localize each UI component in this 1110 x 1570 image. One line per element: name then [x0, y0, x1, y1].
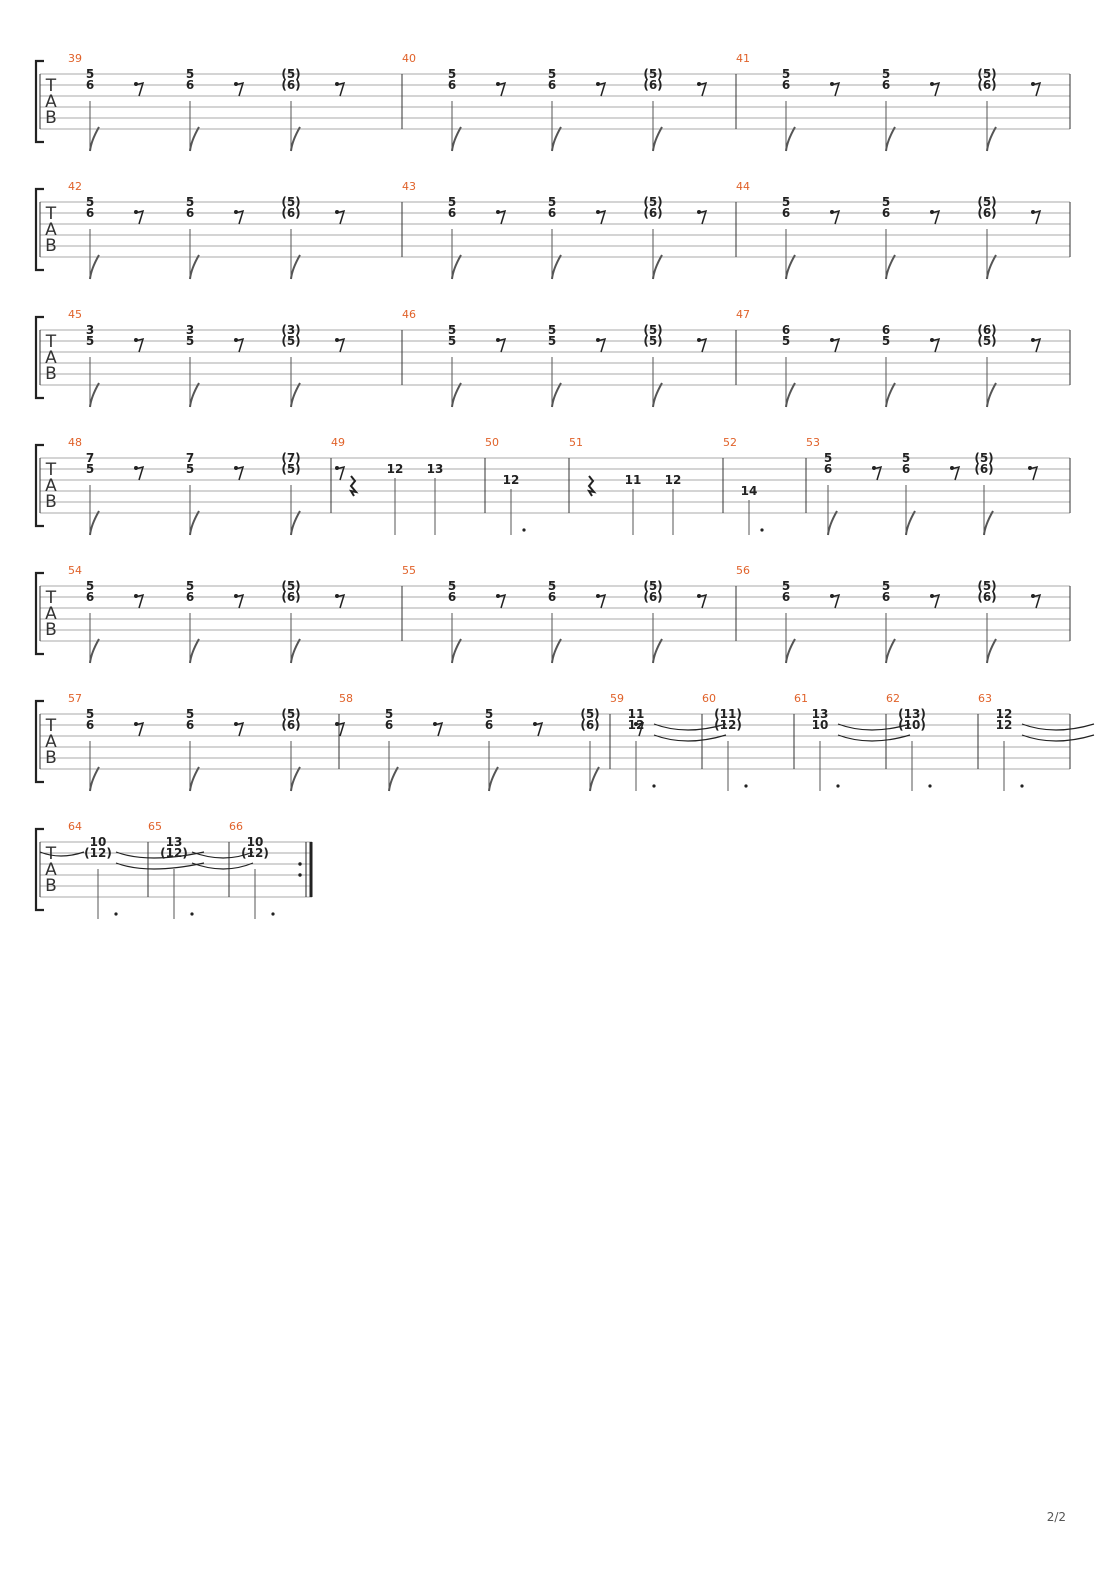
fret-number: 5: [85, 195, 95, 209]
tab-system: [36, 692, 1094, 791]
measure-65: [148, 820, 253, 919]
tab-label-b: B: [45, 876, 57, 896]
fret-number: (5): [977, 195, 997, 209]
eighth-flag: [291, 511, 300, 535]
fret-number: (5): [281, 334, 301, 348]
measure-number: 47: [736, 308, 750, 321]
eighth-flag: [90, 255, 99, 279]
tab-label-a: A: [45, 732, 57, 752]
fret-number: (5): [281, 462, 301, 476]
fret-number: 6: [85, 78, 95, 92]
fret-number: 6: [823, 462, 833, 476]
fret-number: (10): [898, 718, 926, 732]
measure-number: 53: [806, 436, 820, 449]
fret-number: 5: [781, 67, 791, 81]
eighth-flag: [786, 127, 795, 151]
eighth-flag: [590, 767, 599, 791]
fret-number: 12: [502, 473, 520, 487]
duration-dot: [114, 912, 117, 915]
duration-dot: [1020, 784, 1023, 787]
fret-number: 6: [901, 462, 911, 476]
eighth-flag: [886, 383, 895, 407]
tab-system: [36, 564, 1070, 663]
fret-number: (12): [160, 846, 188, 860]
fret-number: (13): [898, 707, 926, 721]
eighth-flag: [291, 639, 300, 663]
fret-number: (6): [977, 323, 997, 337]
measure-number: 60: [702, 692, 716, 705]
measure-number: 39: [68, 52, 82, 65]
eighth-flag: [987, 383, 996, 407]
measure-59: [610, 692, 726, 791]
fret-number: 13: [165, 835, 183, 849]
eighth-flag: [653, 383, 662, 407]
eighth-flag: [653, 639, 662, 663]
measure-55: [402, 564, 706, 663]
tab-label-b: B: [45, 364, 57, 384]
measure-41: [736, 52, 1040, 151]
fret-number: (6): [281, 78, 301, 92]
measure-62: [886, 692, 932, 791]
fret-number: 5: [547, 67, 557, 81]
fret-number: (5): [977, 579, 997, 593]
eighth-flag: [653, 255, 662, 279]
eighth-flag: [452, 639, 461, 663]
measure-number: 42: [68, 180, 82, 193]
fret-number: 7: [185, 451, 195, 465]
measure-number: 52: [723, 436, 737, 449]
fret-number: (5): [643, 334, 663, 348]
eighth-flag: [987, 639, 996, 663]
fret-number: 5: [881, 195, 891, 209]
eighth-flag: [291, 255, 300, 279]
tab-label-a: A: [45, 220, 57, 240]
fret-number: 5: [781, 195, 791, 209]
fret-number: (5): [281, 67, 301, 81]
measure-47: [736, 308, 1040, 407]
quarter-rest: [589, 476, 594, 496]
fret-number: (5): [643, 195, 663, 209]
measure-number: 55: [402, 564, 416, 577]
eighth-flag: [291, 127, 300, 151]
fret-number: (6): [977, 590, 997, 604]
fret-number: 5: [447, 195, 457, 209]
eighth-flag: [90, 511, 99, 535]
eighth-flag: [984, 511, 993, 535]
fret-number: 12: [386, 462, 404, 476]
fret-number: 13: [811, 707, 829, 721]
eighth-flag: [190, 127, 199, 151]
duration-dot: [744, 784, 747, 787]
fret-number: 6: [185, 590, 195, 604]
measure-61: [794, 692, 910, 791]
fret-number: 10: [246, 835, 264, 849]
eighth-flag: [987, 255, 996, 279]
measure-number: 58: [339, 692, 353, 705]
fret-number: (5): [643, 579, 663, 593]
measure-58: [339, 692, 643, 791]
fret-number: (5): [281, 579, 301, 593]
fret-number: 6: [85, 206, 95, 220]
tab-label-t: T: [45, 204, 57, 224]
eighth-flag: [786, 383, 795, 407]
fret-number: 12: [995, 718, 1013, 732]
fret-number: (6): [281, 590, 301, 604]
eighth-flag: [552, 127, 561, 151]
fret-number: (12): [241, 846, 269, 860]
fret-number: 5: [185, 579, 195, 593]
measure-number: 50: [485, 436, 499, 449]
measure-number: 44: [736, 180, 750, 193]
tab-label-a: A: [45, 860, 57, 880]
eighth-flag: [786, 255, 795, 279]
eighth-flag: [552, 639, 561, 663]
fret-number: 5: [185, 67, 195, 81]
measure-40: [402, 52, 706, 151]
fret-number: 5: [447, 323, 457, 337]
eighth-flag: [653, 127, 662, 151]
fret-number: 6: [881, 590, 891, 604]
fret-number: 11: [624, 473, 642, 487]
fret-number: (6): [977, 78, 997, 92]
fret-number: 11: [627, 707, 645, 721]
fret-number: 5: [447, 67, 457, 81]
fret-number: 6: [447, 206, 457, 220]
fret-number: (5): [974, 451, 994, 465]
duration-dot: [190, 912, 193, 915]
measure-46: [402, 308, 706, 407]
page-number: 2/2: [1046, 1510, 1066, 1524]
eighth-flag: [886, 639, 895, 663]
fret-number: 6: [185, 78, 195, 92]
fret-number: 12: [627, 718, 645, 732]
fret-number: 5: [85, 67, 95, 81]
eighth-flag: [906, 511, 915, 535]
fret-number: 12: [664, 473, 682, 487]
fret-number: (6): [974, 462, 994, 476]
tab-label-t: T: [45, 844, 57, 864]
fret-number: 5: [484, 707, 494, 721]
measure-number: 51: [569, 436, 583, 449]
fret-number: 5: [85, 462, 95, 476]
measure-60: [702, 692, 748, 791]
measure-number: 56: [736, 564, 750, 577]
fret-number: (5): [977, 334, 997, 348]
fret-number: (5): [977, 67, 997, 81]
measure-44: [736, 180, 1040, 279]
measure-number: 43: [402, 180, 416, 193]
repeat-dot: [298, 873, 301, 876]
fret-number: 5: [901, 451, 911, 465]
fret-number: (5): [281, 707, 301, 721]
duration-dot: [928, 784, 931, 787]
fret-number: 5: [881, 579, 891, 593]
fret-number: 5: [781, 334, 791, 348]
eighth-flag: [552, 383, 561, 407]
fret-number: 6: [881, 206, 891, 220]
measure-53: [806, 436, 1037, 535]
fret-number: 5: [547, 579, 557, 593]
eighth-flag: [90, 127, 99, 151]
fret-number: (6): [643, 590, 663, 604]
fret-number: 6: [484, 718, 494, 732]
fret-number: 5: [823, 451, 833, 465]
eighth-flag: [452, 383, 461, 407]
fret-number: 13: [426, 462, 444, 476]
eighth-flag: [190, 511, 199, 535]
tab-label-b: B: [45, 492, 57, 512]
measure-number: 62: [886, 692, 900, 705]
fret-number: (6): [281, 718, 301, 732]
eighth-flag: [90, 767, 99, 791]
eighth-flag: [786, 639, 795, 663]
fret-number: (5): [643, 67, 663, 81]
eighth-flag: [90, 383, 99, 407]
fret-number: 10: [811, 718, 829, 732]
eighth-flag: [190, 639, 199, 663]
measure-number: 41: [736, 52, 750, 65]
fret-number: 6: [547, 78, 557, 92]
measure-number: 45: [68, 308, 82, 321]
tab-system: [36, 820, 312, 919]
eighth-flag: [552, 255, 561, 279]
fret-number: (7): [281, 451, 301, 465]
tab-system: [36, 52, 1070, 151]
fret-number: (11): [714, 707, 742, 721]
fret-number: 5: [781, 579, 791, 593]
fret-number: 6: [881, 323, 891, 337]
fret-number: 10: [89, 835, 107, 849]
fret-number: 6: [781, 323, 791, 337]
tab-label-a: A: [45, 348, 57, 368]
measure-number: 63: [978, 692, 992, 705]
fret-number: (5): [281, 195, 301, 209]
fret-number: 5: [85, 707, 95, 721]
fret-number: 7: [85, 451, 95, 465]
tab-label-t: T: [45, 716, 57, 736]
measure-number: 57: [68, 692, 82, 705]
tab-label-t: T: [45, 332, 57, 352]
fret-number: 12: [995, 707, 1013, 721]
measure-63: [978, 692, 1094, 791]
fret-number: 3: [85, 323, 95, 337]
fret-number: (12): [714, 718, 742, 732]
fret-number: 6: [781, 206, 791, 220]
measure-number: 49: [331, 436, 345, 449]
measure-number: 59: [610, 692, 624, 705]
duration-dot: [652, 784, 655, 787]
fret-number: 5: [881, 67, 891, 81]
tab-system: [36, 436, 1070, 535]
tab-label-t: T: [45, 76, 57, 96]
measure-45: [68, 308, 344, 407]
repeat-dot: [298, 862, 301, 865]
fret-number: 6: [85, 718, 95, 732]
measure-57: [68, 692, 344, 791]
tab-label-t: T: [45, 588, 57, 608]
measure-49: [331, 436, 443, 535]
fret-number: 5: [85, 334, 95, 348]
measure-number: 48: [68, 436, 82, 449]
fret-number: (6): [643, 206, 663, 220]
fret-number: 5: [547, 323, 557, 337]
measure-number: 66: [229, 820, 243, 833]
fret-number: 5: [447, 579, 457, 593]
fret-number: (12): [84, 846, 112, 860]
fret-number: 5: [185, 334, 195, 348]
tab-label-b: B: [45, 108, 57, 128]
fret-number: (6): [643, 78, 663, 92]
duration-dot: [760, 528, 763, 531]
fret-number: 5: [185, 707, 195, 721]
tab-label-t: T: [45, 460, 57, 480]
tab-label-b: B: [45, 748, 57, 768]
fret-number: (5): [643, 323, 663, 337]
fret-number: (6): [580, 718, 600, 732]
fret-number: 5: [547, 195, 557, 209]
tab-label-b: B: [45, 236, 57, 256]
measure-number: 64: [68, 820, 82, 833]
tab-label-a: A: [45, 476, 57, 496]
eighth-flag: [90, 639, 99, 663]
measure-56: [736, 564, 1040, 663]
tab-system: [36, 180, 1070, 279]
fret-number: 5: [85, 579, 95, 593]
fret-number: 6: [547, 206, 557, 220]
fret-number: 5: [185, 195, 195, 209]
eighth-flag: [489, 767, 498, 791]
measure-48: [68, 436, 344, 535]
eighth-flag: [190, 255, 199, 279]
eighth-flag: [828, 511, 837, 535]
fret-number: (5): [580, 707, 600, 721]
fret-number: 6: [781, 590, 791, 604]
tab-label-b: B: [45, 620, 57, 640]
eighth-flag: [389, 767, 398, 791]
fret-number: 6: [185, 718, 195, 732]
tab-label-a: A: [45, 92, 57, 112]
duration-dot: [836, 784, 839, 787]
measure-52: [723, 436, 764, 535]
tab-label-a: A: [45, 604, 57, 624]
fret-number: 5: [185, 462, 195, 476]
fret-number: 5: [384, 707, 394, 721]
fret-number: 5: [547, 334, 557, 348]
measure-number: 61: [794, 692, 808, 705]
measure-number: 65: [148, 820, 162, 833]
quarter-rest: [351, 476, 356, 496]
fret-number: 6: [384, 718, 394, 732]
measure-39: [68, 52, 344, 151]
measure-66: [229, 820, 275, 919]
fret-number: (6): [977, 206, 997, 220]
eighth-flag: [452, 255, 461, 279]
duration-dot: [271, 912, 274, 915]
measure-number: 46: [402, 308, 416, 321]
fret-number: 3: [185, 323, 195, 337]
fret-number: 6: [447, 78, 457, 92]
fret-number: (6): [281, 206, 301, 220]
tab-system: [36, 308, 1070, 407]
measure-51: [569, 436, 681, 535]
fret-number: 5: [881, 334, 891, 348]
fret-number: 5: [447, 334, 457, 348]
eighth-flag: [886, 255, 895, 279]
fret-number: 14: [740, 484, 758, 498]
eighth-flag: [886, 127, 895, 151]
eighth-flag: [987, 127, 996, 151]
measure-50: [485, 436, 526, 535]
measure-number: 54: [68, 564, 82, 577]
eighth-flag: [291, 383, 300, 407]
eighth-flag: [291, 767, 300, 791]
measure-number: 40: [402, 52, 416, 65]
fret-number: (3): [281, 323, 301, 337]
fret-number: 6: [881, 78, 891, 92]
fret-number: 6: [447, 590, 457, 604]
eighth-flag: [452, 127, 461, 151]
duration-dot: [522, 528, 525, 531]
eighth-flag: [190, 767, 199, 791]
eighth-flag: [190, 383, 199, 407]
measure-42: [68, 180, 344, 279]
fret-number: 6: [185, 206, 195, 220]
measure-43: [402, 180, 706, 279]
fret-number: 6: [547, 590, 557, 604]
fret-number: 6: [85, 590, 95, 604]
fret-number: 6: [781, 78, 791, 92]
measure-54: [68, 564, 344, 663]
